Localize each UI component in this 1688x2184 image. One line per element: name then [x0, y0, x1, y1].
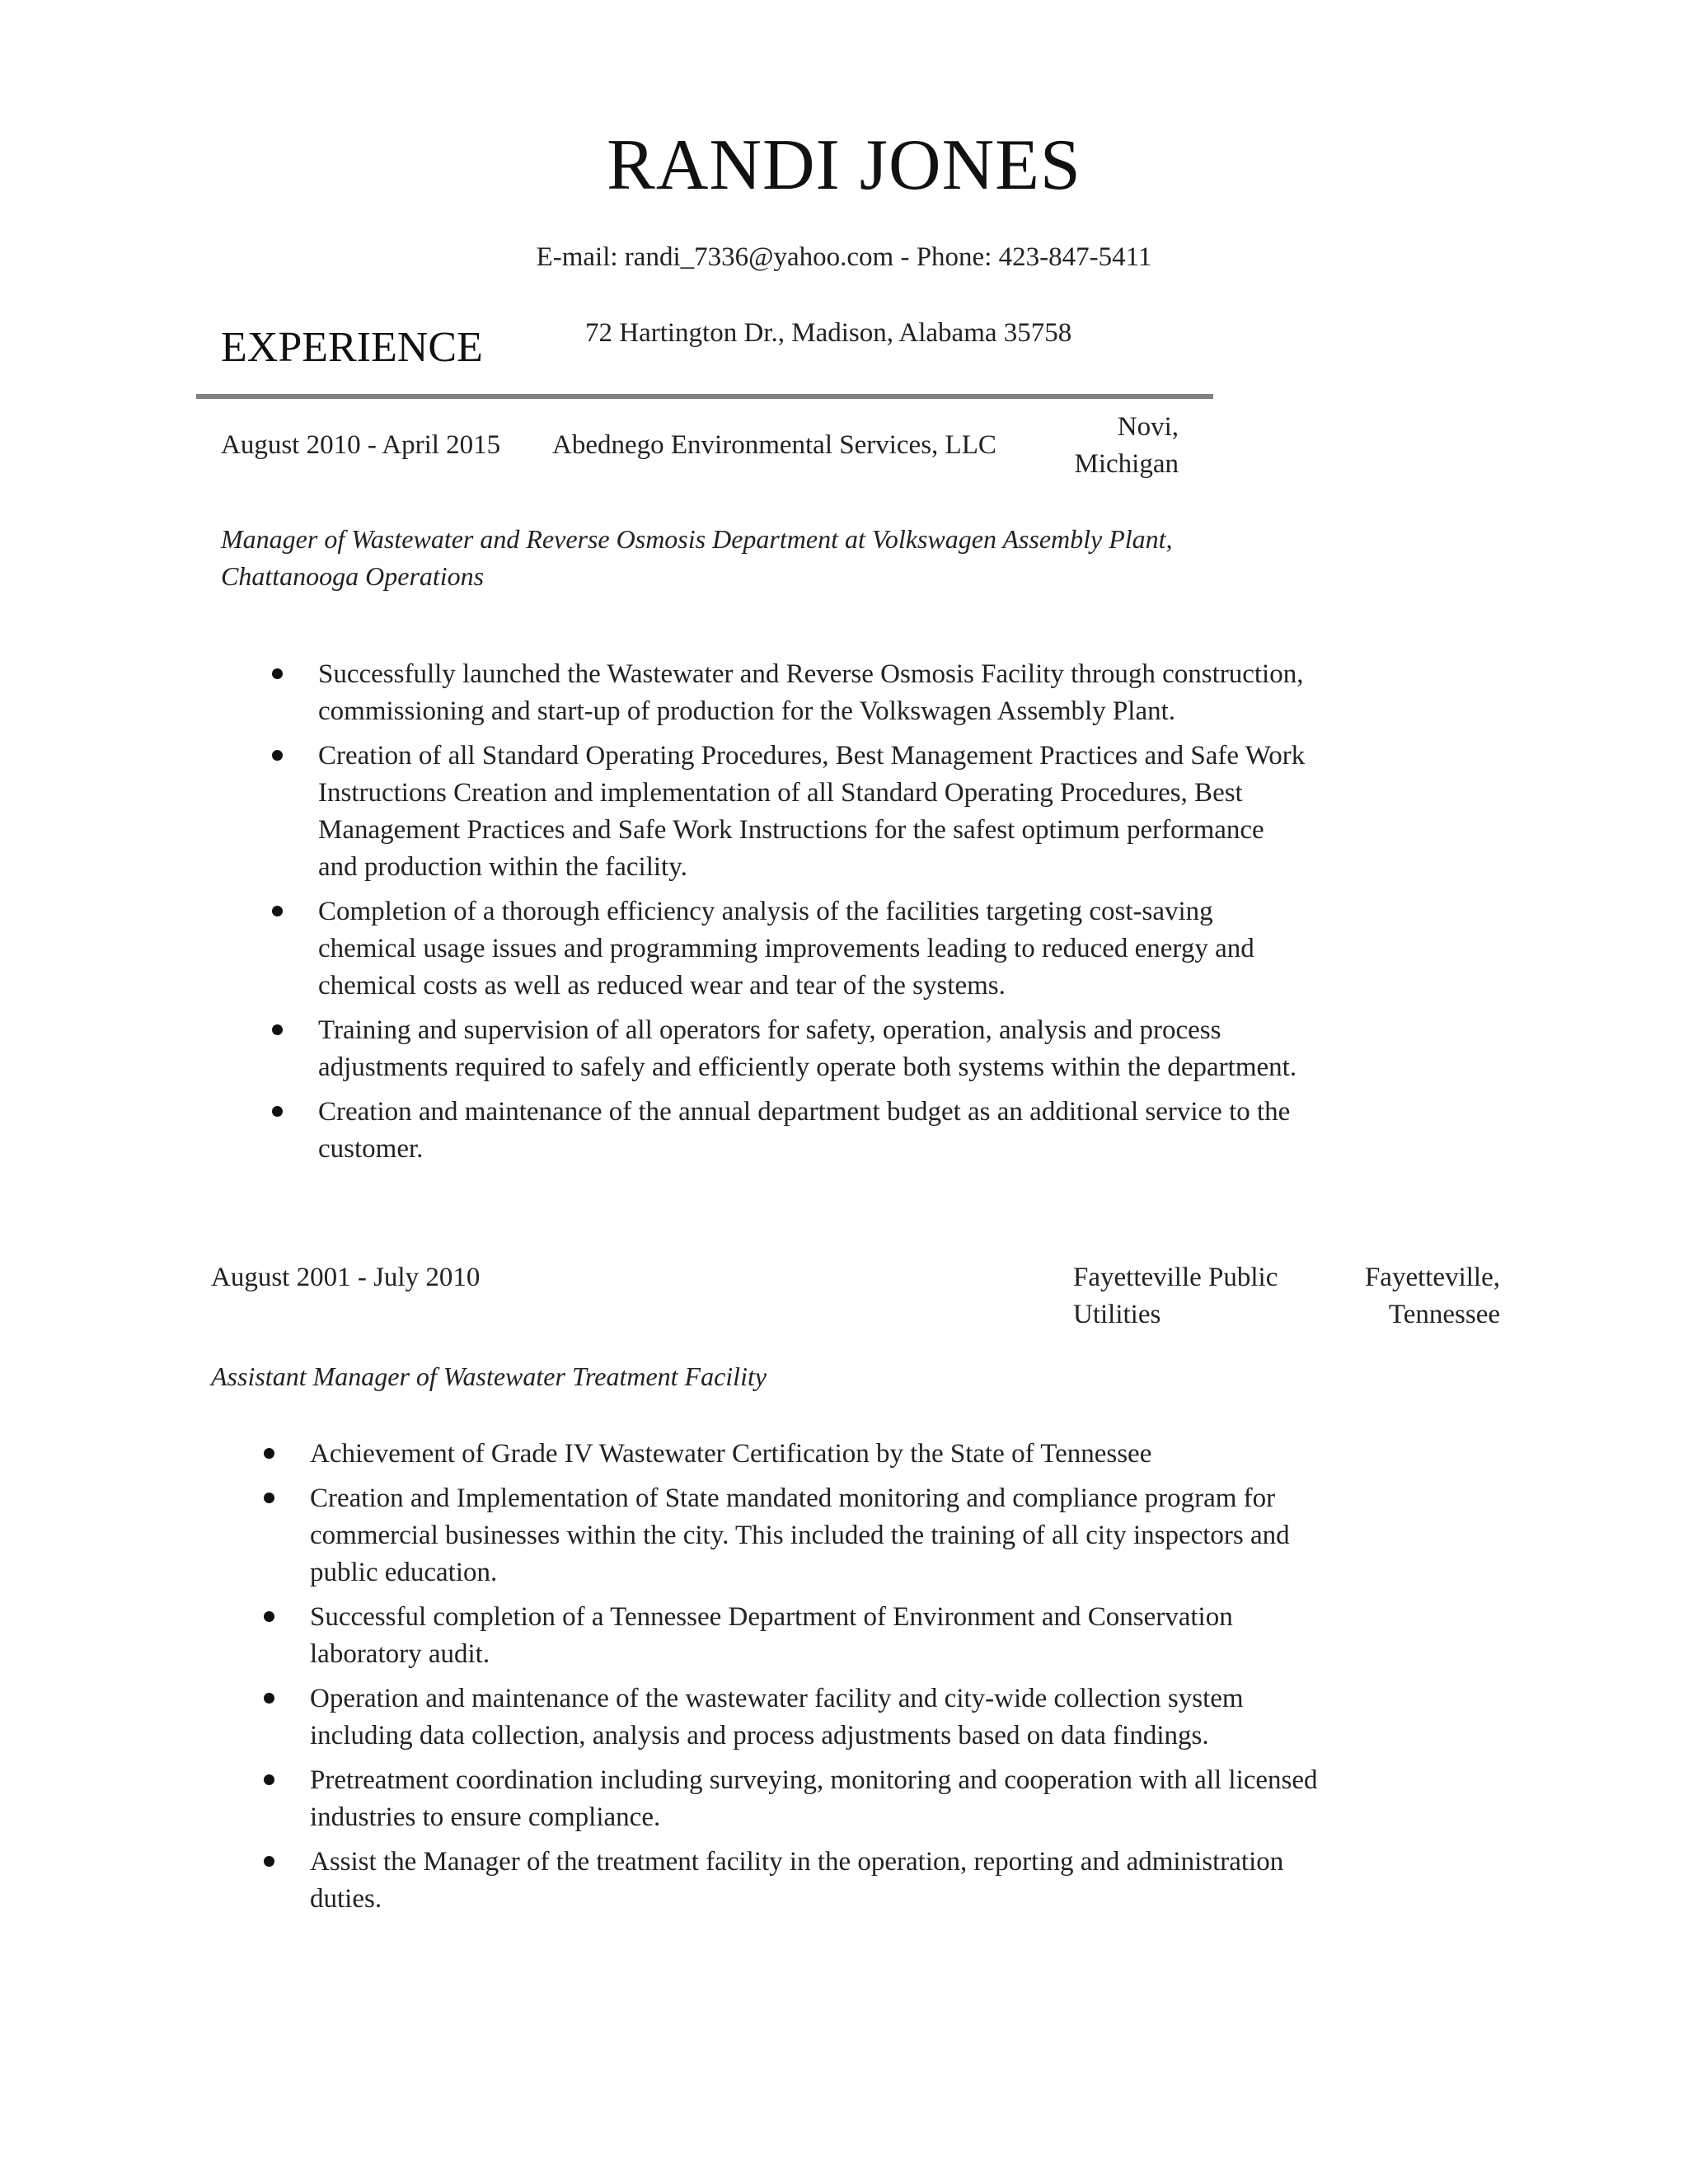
- bullet-item: [310, 1844, 1324, 1918]
- job-location: Novi, Michigan: [1074, 412, 1179, 479]
- bullet-text: Training and supervision of all operators for safety, operation, analysis and process adjustments required to safely and efficiently operate both systems within the department.: [318, 1015, 1297, 1082]
- job-location: Fayetteville, Tennessee: [1364, 1263, 1500, 1329]
- bullet-text: Creation and Implementation of State mandated monitoring and compliance program for commercial businesses within the city. This included the training of all city inspectors and public education.: [310, 1483, 1290, 1587]
- job-title: Manager of Wastewater and Reverse Osmosis Department at Volkswagen Assembly Plant, Chattanooga Operations: [221, 524, 1173, 591]
- bullet-dot-icon: [272, 1106, 283, 1117]
- bullet-item: [318, 893, 1307, 1005]
- bullet-text: Achievement of Grade IV Wastewater Certification by the State of Tennessee: [310, 1439, 1152, 1469]
- bullet-item: [318, 738, 1307, 886]
- contact-line: E-mail: randi_7336@yahoo.com - Phone: 423-847-5411: [536, 242, 1152, 272]
- bullet-dot-icon: [264, 1448, 274, 1459]
- job-dates: August 2001 - July 2010: [211, 1263, 481, 1292]
- bullet-text: Completion of a thorough efficiency analysis of the facilities targeting cost-saving chemical usage issues and programming improvements leading to reduced energy and chemical costs as well as reduced wear and tear of the systems.: [318, 897, 1254, 1001]
- bullet-item: [310, 1480, 1324, 1591]
- bullet-item: [318, 1012, 1307, 1086]
- resume-name: RANDI JONES: [607, 125, 1081, 205]
- bullet-dot-icon: [272, 750, 283, 761]
- bullet-text: Successful completion of a Tennessee Department of Environment and Conservation laboratory audit.: [310, 1602, 1233, 1669]
- bullet-text: Creation of all Standard Operating Procedures, Best Management Practices and Safe Work Instructions Creation and implementation of all Standard Operating Procedures, Best Management Practices and Safe Work Instructions for the safest optimum performance and production within the facility.: [318, 741, 1306, 882]
- bullet-dot-icon: [264, 1493, 274, 1503]
- bullet-dot-icon: [264, 1856, 274, 1867]
- bullet-item: [310, 1599, 1324, 1673]
- bullet-dot-icon: [264, 1774, 274, 1785]
- job-bullet-list: [310, 1436, 1324, 1925]
- bullet-dot-icon: [272, 906, 283, 916]
- bullet-text: Successfully launched the Wastewater and Reverse Osmosis Facility through construction, commissioning and start-up of production for the Volkswagen Assembly Plant.: [318, 659, 1304, 726]
- address-line: 72 Hartington Dr., Madison, Alabama 35758: [585, 318, 1072, 348]
- bullet-item: [318, 1094, 1307, 1168]
- bullet-dot-icon: [264, 1611, 274, 1622]
- job-company: Abednego Environmental Services, LLC: [552, 430, 996, 460]
- job-bullet-list: [318, 656, 1307, 1175]
- bullet-item: [318, 656, 1307, 730]
- bullet-item: [310, 1436, 1324, 1473]
- bullet-item: [310, 1680, 1324, 1755]
- bullet-text: Creation and maintenance of the annual department budget as an additional service to the customer.: [318, 1097, 1291, 1164]
- job-dates: August 2010 - April 2015: [221, 430, 501, 460]
- bullet-dot-icon: [272, 1024, 283, 1035]
- job-company: Fayetteville Public Utilities: [1073, 1263, 1278, 1329]
- bullet-item: [310, 1762, 1324, 1836]
- bullet-dot-icon: [264, 1693, 274, 1704]
- section-divider: [196, 394, 1213, 399]
- bullet-text: Operation and maintenance of the wastewater facility and city-wide collection system including data collection, analysis and process adjustments based on data findings.: [310, 1684, 1244, 1750]
- job-title: Assistant Manager of Wastewater Treatment Facility: [211, 1361, 767, 1391]
- bullet-dot-icon: [272, 668, 283, 679]
- bullet-text: Assist the Manager of the treatment facility in the operation, reporting and administration duties.: [310, 1847, 1284, 1914]
- section-title-experience: EXPERIENCE: [221, 324, 483, 371]
- bullet-text: Pretreatment coordination including surveying, monitoring and cooperation with all licensed industries to ensure compliance.: [310, 1765, 1318, 1832]
